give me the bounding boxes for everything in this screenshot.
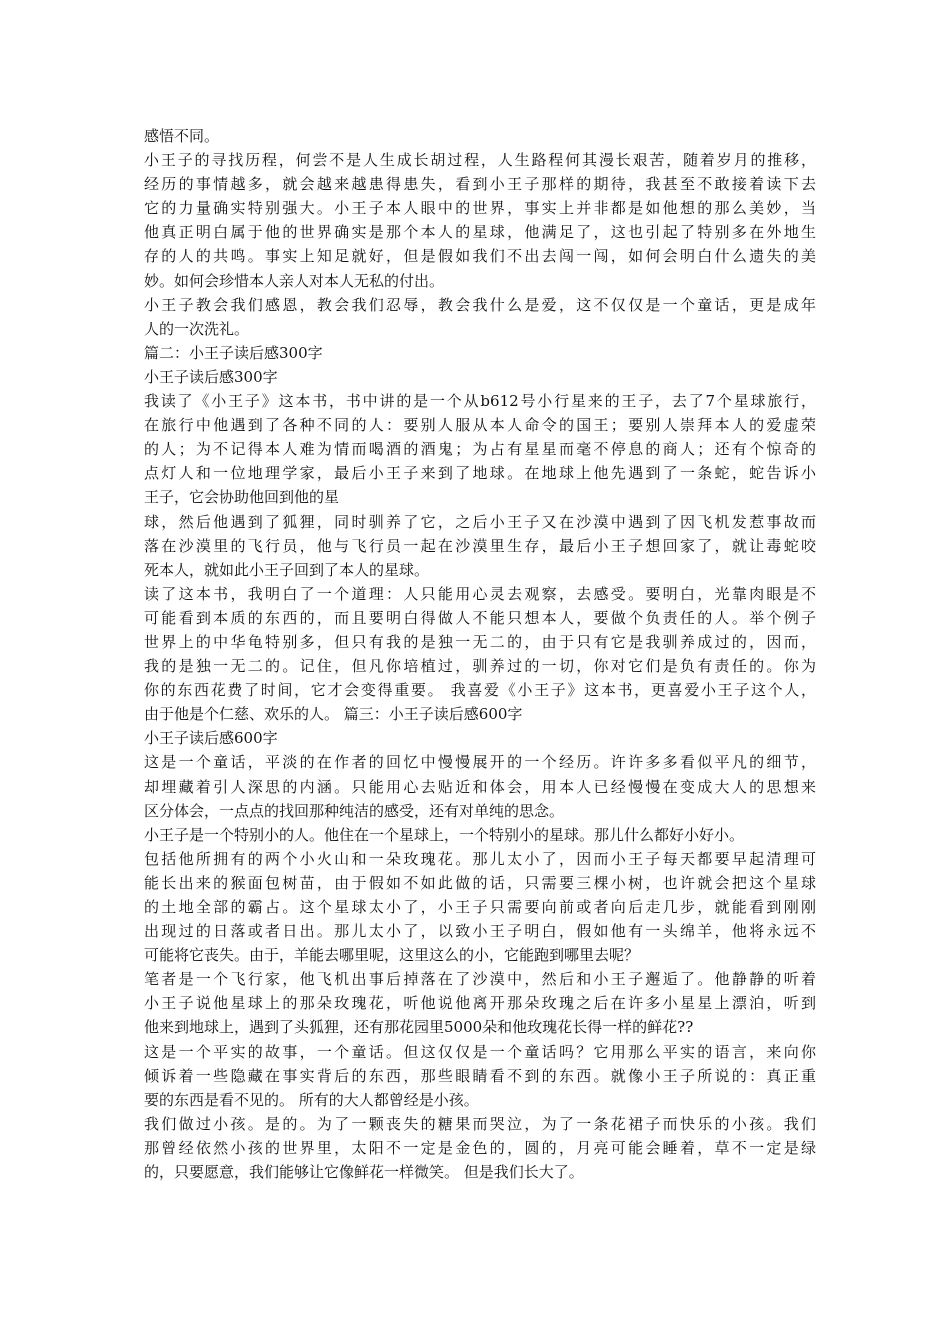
text-line: 经历的事情越多，就会越来越患得患失，看到小王子那样的期待，我甚至不敢接着读下去 (144, 175, 816, 194)
text-line: 王子，它会协助他回到他的星 (144, 488, 340, 507)
text-line: 小王子说他星球上的那朵玫瑰花，听他说他离开那朵玫瑰之后在许多小星星上漂泊，听到 (144, 994, 816, 1013)
text-line: 篇二：小王子读后感300字 (144, 343, 323, 362)
text-line: 落在沙漠里的飞行员，他与飞行员一起在沙漠里生存，最后小王子想回家了，就让毒蛇咬 (144, 536, 816, 555)
text-line: 那曾经依然小孩的世界里，太阳不一定是金色的，圆的，月亮可能会睡着，草不一定是绿 (144, 1138, 816, 1157)
text-line: 我的是独一无二的。记住，但凡你培植过，驯养过的一切，你对它们是负有责任的。你为 (144, 657, 816, 676)
text-line: 我们做过小孩。是的。为了一颗丧失的糖果而哭泣，为了一条花裙子而快乐的小孩。我们 (144, 1114, 816, 1133)
text-line: 他来到地球上，遇到了头狐狸，还有那花园里5000朵和他玫瑰花长得一样的鲜花?? (144, 1018, 694, 1037)
text-line: 人的一次洗礼。 (144, 319, 250, 338)
text-line: 他真正明白属于他的世界确实是那个本人的星球，他满足了，这也引起了特别多在外地生 (144, 223, 816, 242)
text-line: 这是一个平实的故事，一个童话。但这仅仅是一个童话吗？它用那么平实的语言，来向你 (144, 1042, 816, 1061)
text-line: 存的人的共鸣。事实上知足就好，但是假如我们不出去闯一闯，如何会明白什么遗失的美 (144, 247, 816, 266)
text-line: 出现过的日落或者日出。那儿太小了，以致小王子明白，假如他有一头绵羊，他将永远不 (144, 922, 816, 941)
text-line: 我读了《小王子》这本书，书中讲的是一个从b612号小行星来的王子，去了7个星球旅行， (144, 392, 816, 411)
text-line: 小王子读后感600字 (144, 729, 278, 748)
text-line: 倾诉着一些隐藏在事实背后的东西，那些眼睛看不到的东西。就像小王子所说的：真正重 (144, 1066, 816, 1085)
text-line: 的人；为不记得本人难为情而喝酒的酒鬼；为占有星星而毫不停息的商人；还有个惊奇的 (144, 440, 816, 459)
text-line: 世界上的中华龟特别多，但只有我的是独一无二的，由于只有它是我驯养成过的，因而， (144, 632, 816, 651)
text-line: 小王子是一个特别小的人。他住在一个星球上，一个特别小的星球。那儿什么都好小好小。 (144, 825, 745, 844)
text-line: 由于他是个仁慈、欢乐的人。 篇三：小王子读后感600字 (144, 705, 523, 724)
text-line: 却埋藏着引人深思的内涵。只能用心去贴近和体会，用本人已经慢慢在变成大人的思想来 (144, 777, 816, 796)
text-line: 小王子教会我们感恩，教会我们忍辱，教会我什么是爱，这不仅仅是一个童话，更是成年 (144, 295, 816, 314)
text-line: 这是一个童话，平淡的在作者的回忆中慢慢展开的一个经历。许许多多看似平凡的细节， (144, 753, 816, 772)
text-line: 你的东西花费了时间，它才会变得重要。 我喜爱《小王子》这本书，更喜爱小王子这个人， (144, 681, 816, 700)
text-line: 可能将它丧失。由于，羊能去哪里呢，这里这么的小，它能跑到哪里去呢？ (144, 946, 640, 965)
text-line: 能长出来的猴面包树苗，由于假如不如此做的话，只需要三棵小树，也许就会把这个星球 (144, 873, 816, 892)
text-line: 笔者是一个飞行家，他飞机出事后掉落在了沙漠中，然后和小王子邂逅了。他静静的听着 (144, 970, 816, 989)
text-line: 的，只要愿意，我们能够让它像鲜花一样微笑。 但是我们长大了。 (144, 1163, 584, 1182)
text-line: 感悟不同。 (144, 127, 220, 145)
text-line: 小王子的寻找历程，何尝不是人生成长胡过程，人生路程何其漫长艰苦，随着岁月的推移， (144, 151, 816, 170)
text-line: 球，然后他遇到了狐狸，同时驯养了它，之后小王子又在沙漠中遇到了因飞机发惹事故而 (144, 512, 816, 531)
text-line: 妙。如何会珍惜本人亲人对本人无私的付出。 (144, 271, 445, 290)
text-line: 读了这本书，我明白了一个道理：人只能用心灵去观察，去感受。要明白，光靠肉眼是不 (144, 584, 816, 603)
document-body (144, 124, 816, 1184)
text-line: 在旅行中他遇到了各种不同的人：要别人服从本人命令的国王；要别人崇拜本人的爱虚荣 (144, 416, 816, 435)
text-line: 点灯人和一位地理学家，最后小王子来到了地球。在地球上他先遇到了一条蛇，蛇告诉小 (144, 464, 816, 483)
text-line: 小王子读后感300字 (144, 367, 278, 386)
text-line: 可能看到本质的东西的，而且要明白得做人不能只想本人，要做个负责任的人。举个例子 (144, 608, 816, 627)
text-line: 死本人，就如此小王子回到了本人的星球。 (144, 560, 430, 579)
text-line: 包括他所拥有的两个小火山和一朵玫瑰花。那儿太小了，因而小王子每天都要早起清理可 (144, 849, 816, 868)
text-line: 它的力量确实特别强大。小王子本人眼中的世界，事实上并非都是如他想的那么美妙，当 (144, 199, 816, 218)
text-line: 区分体会，一点点的找回那种纯洁的感受，还有对单纯的思念。 (144, 801, 565, 820)
text-line: 的土地全部的霸占。这个星球太小了，小王子只需要向前或者向后走几步，就能看到刚刚 (144, 898, 816, 916)
text-line: 要的东西是看不见的。 所有的大人都曾经是小孩。 (144, 1090, 479, 1109)
